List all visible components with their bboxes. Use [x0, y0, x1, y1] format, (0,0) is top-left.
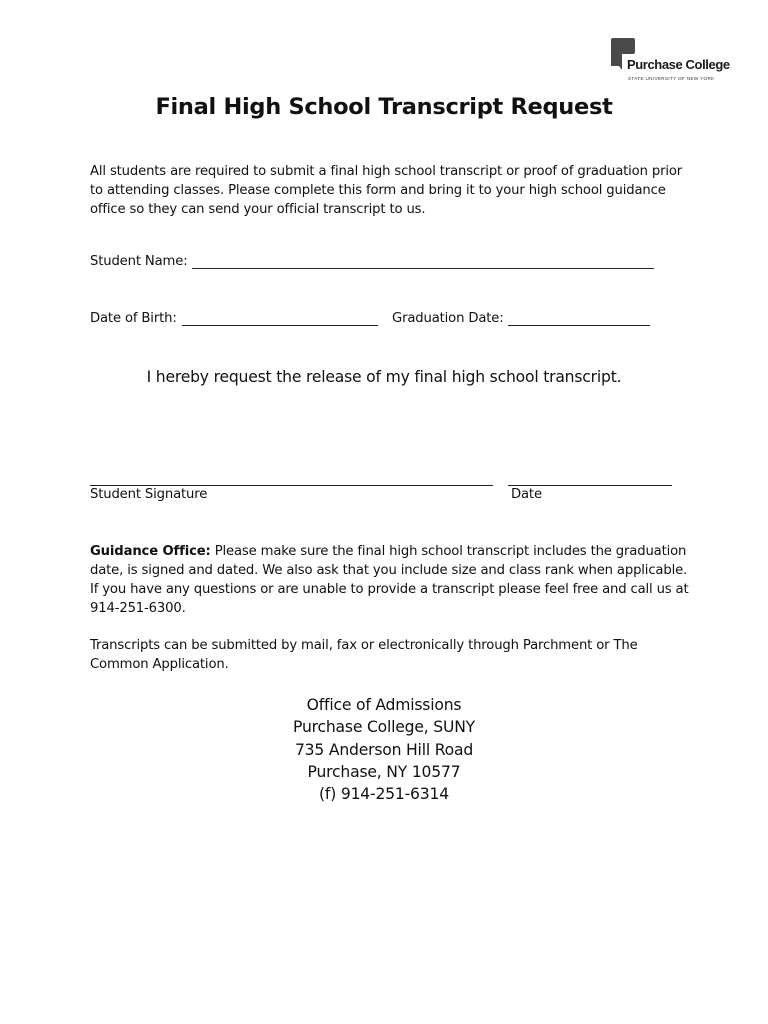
graduation-date-blank[interactable]: [508, 311, 650, 326]
graduation-date-label: Graduation Date:: [392, 311, 504, 326]
logo-subtitle: STATE UNIVERSITY OF NEW YORK: [628, 76, 715, 81]
address-office: Office of Admissions: [306, 696, 462, 714]
intro-paragraph: All students are required to submit a final high school transcript or proof of graduation prior to attending classes. Please complete this form and bring it to your high school guidance office so they can send your official transcript to us.: [90, 164, 683, 217]
submission-note: Transcripts can be submitted by mail, fax or electronically through Parchment or The Common Application.: [90, 638, 638, 672]
logo-name: Purchase College: [627, 57, 730, 72]
student-name-field: [90, 254, 654, 269]
address-college: Purchase College, SUNY: [293, 718, 475, 737]
guidance-paragraph: [90, 542, 690, 618]
page-title: Final High School Transcript Request: [155, 94, 613, 120]
address-fax: (f) 914-251-6314: [319, 785, 449, 804]
date-line[interactable]: [508, 484, 672, 486]
student-signature-label: Student Signature: [90, 487, 208, 502]
request-statement: I hereby request the release of my final high school transcript.: [146, 368, 622, 386]
address-block: [0, 694, 768, 805]
student-name-label: Student Name:: [90, 254, 188, 269]
date-of-birth-field: [90, 311, 378, 326]
dob-label: Date of Birth:: [90, 311, 177, 326]
signature-line[interactable]: [90, 484, 493, 486]
date-label: Date: [511, 487, 542, 502]
address-street: 735 Anderson Hill Road: [294, 740, 474, 759]
student-name-blank[interactable]: [192, 254, 654, 269]
purchase-college-logo: [608, 36, 743, 86]
graduation-date-field: [392, 311, 650, 326]
guidance-text: Please make sure the final high school transcript includes the graduation date, is signed and dated. We also ask that you include size and class rank when applicable. If you have any questions or are unable to provide a transcript please feel free and call us at 914-251-6300.: [90, 544, 689, 616]
address-city: Purchase, NY 10577: [307, 762, 461, 781]
guidance-label: Guidance Office:: [90, 544, 211, 559]
dob-blank[interactable]: [182, 311, 378, 326]
